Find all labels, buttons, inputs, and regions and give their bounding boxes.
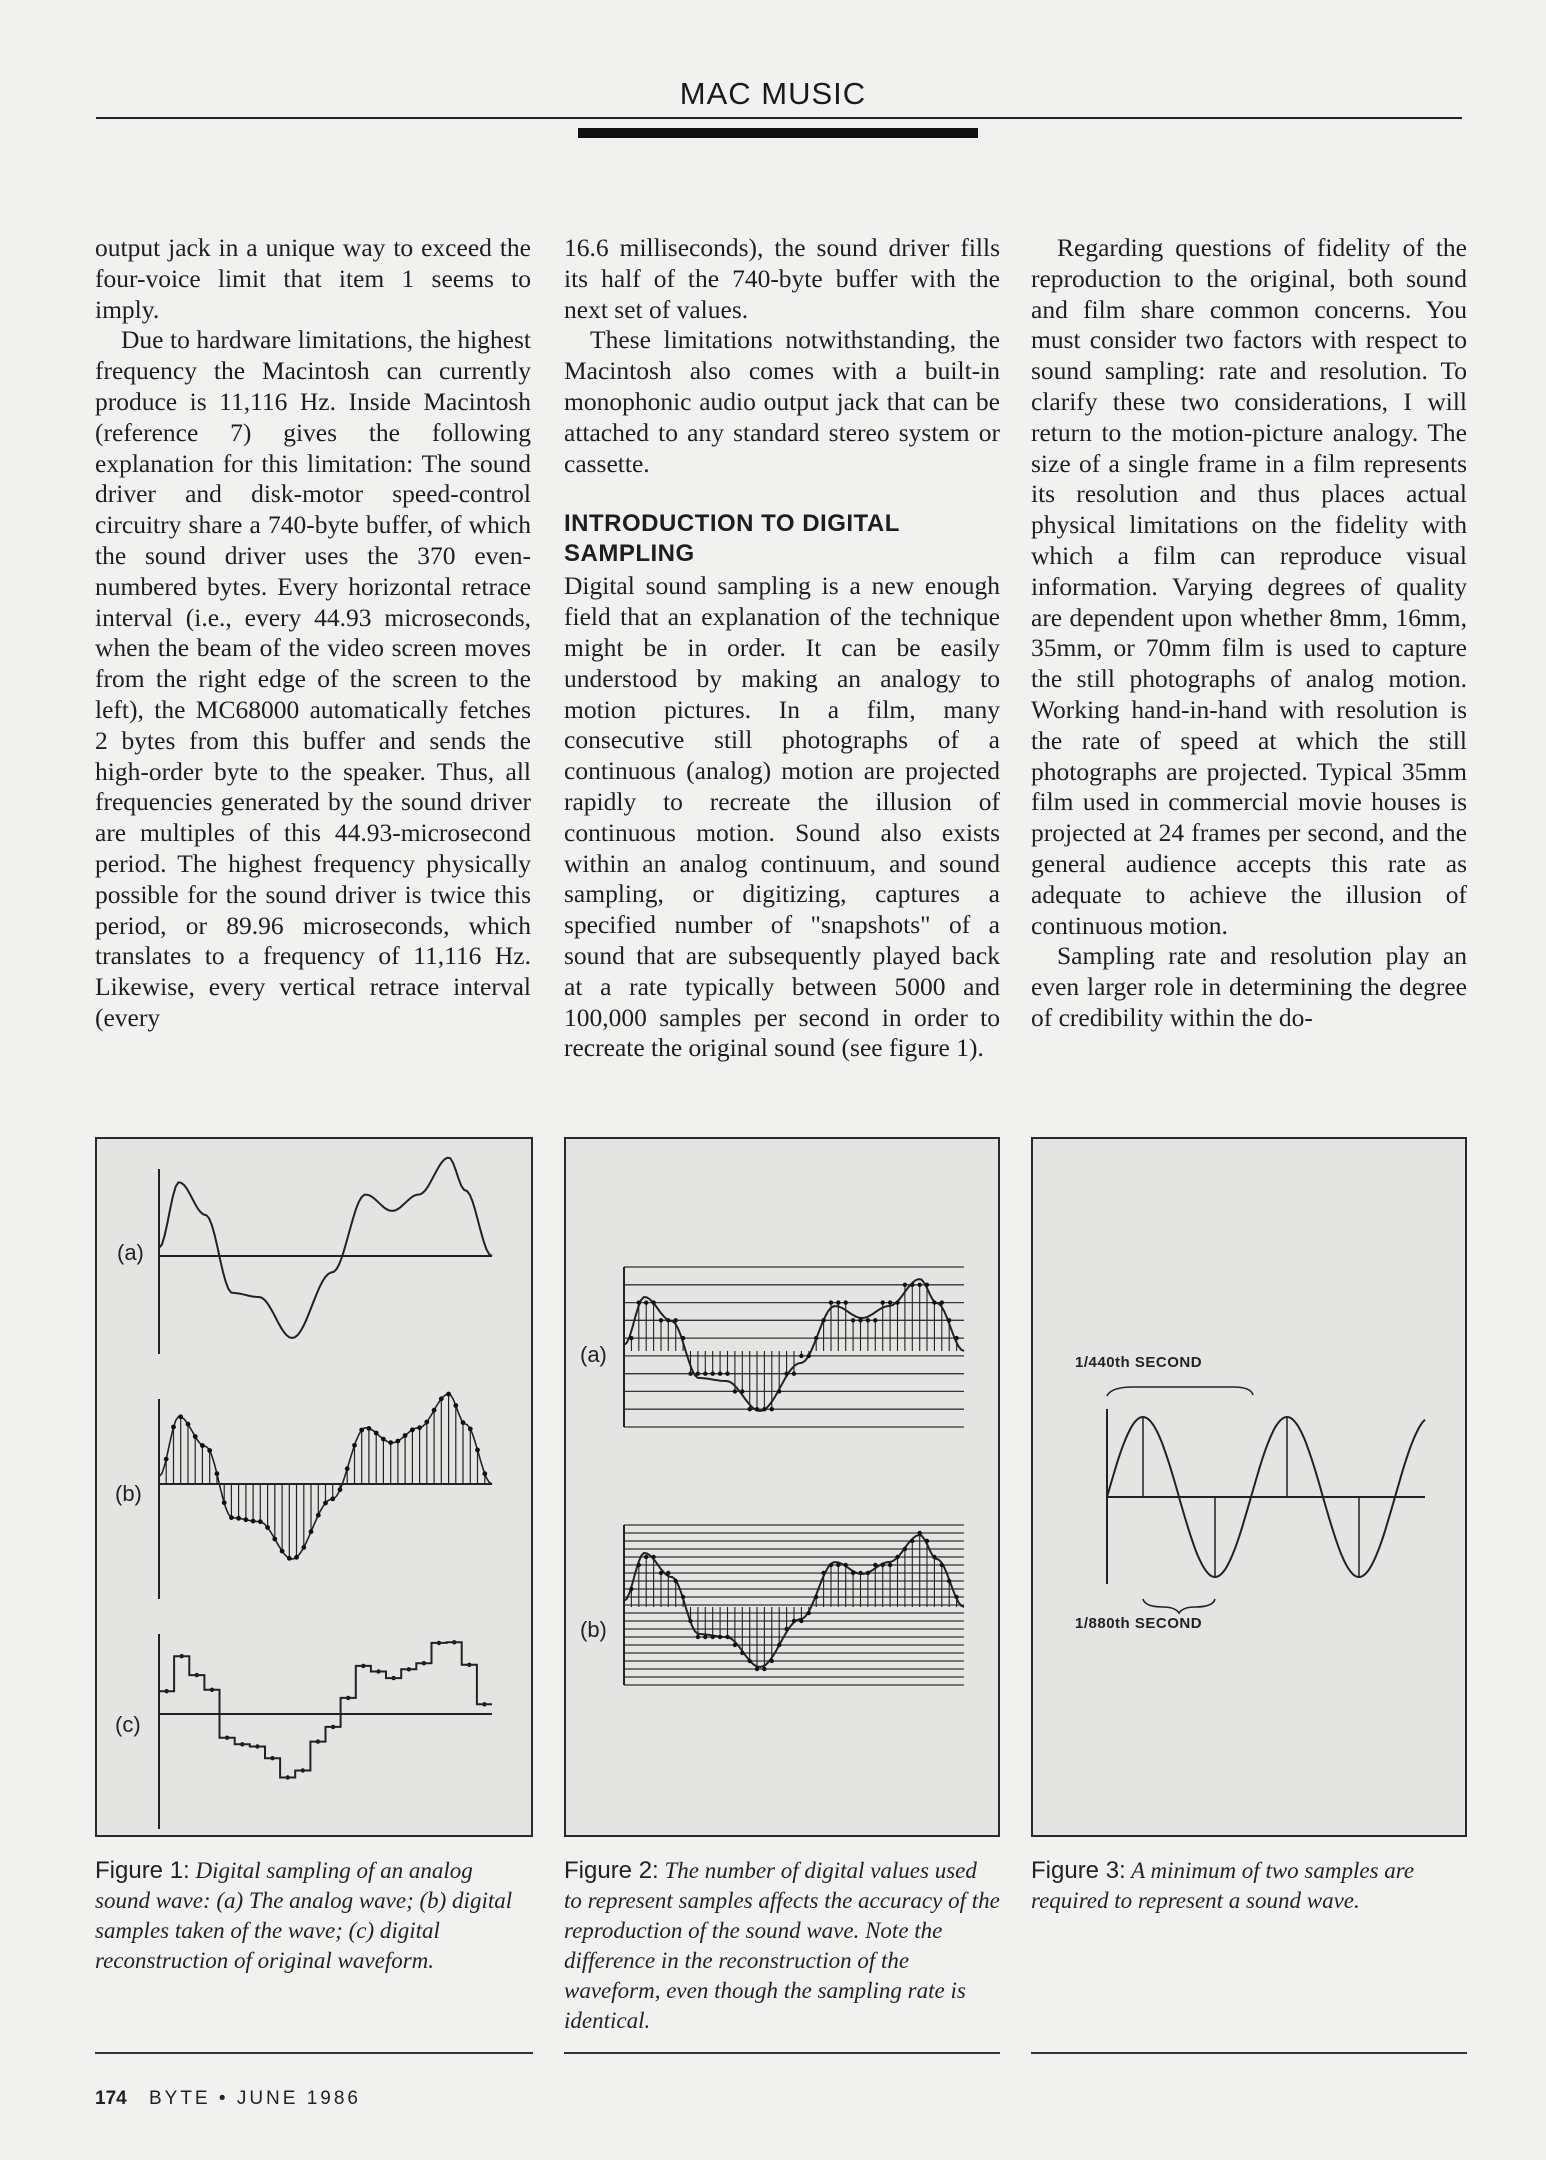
sample-dot — [792, 1619, 796, 1623]
sample-dot — [651, 1555, 655, 1559]
sample-dot — [432, 1408, 437, 1413]
sample-dot — [799, 1354, 803, 1358]
fig1-label-a: (a) — [117, 1240, 144, 1265]
sample-dot — [294, 1555, 299, 1560]
sample-dot — [947, 1579, 951, 1583]
sample-dot — [629, 1587, 633, 1591]
sample-dot — [940, 1300, 944, 1304]
sample-dot — [417, 1425, 422, 1430]
sample-dot — [287, 1556, 292, 1561]
sample-dot — [903, 1283, 907, 1287]
sample-dot — [733, 1389, 737, 1393]
sample-dot — [688, 1619, 692, 1623]
sample-dot — [330, 1497, 335, 1502]
sample-dot — [222, 1500, 227, 1505]
fig2-label-a: (a) — [580, 1342, 607, 1367]
sample-dot — [164, 1457, 169, 1462]
sample-dot — [792, 1372, 796, 1376]
sample-dot — [954, 1595, 958, 1599]
fig3-top-label: 1/440th SECOND — [1075, 1354, 1203, 1371]
sample-dot — [910, 1283, 914, 1287]
period-bracket-top — [1107, 1387, 1253, 1396]
figure-3-caption — [1031, 1856, 1467, 1916]
sample-dot — [748, 1659, 752, 1663]
sample-dot — [866, 1571, 870, 1575]
sample-dot — [858, 1318, 862, 1322]
publication-line: BYTE • JUNE 1986 — [148, 2088, 361, 2109]
sample-dot — [932, 1555, 936, 1559]
fig3-bottom-label: 1/880th SECOND — [1075, 1615, 1203, 1632]
sample-dot — [925, 1283, 929, 1287]
sample-dot — [229, 1515, 234, 1520]
figure-2-caption — [564, 1856, 1000, 2036]
sample-dot — [468, 1427, 473, 1432]
sample-dot — [651, 1300, 655, 1304]
sample-dot — [629, 1336, 633, 1340]
sample-dot — [784, 1627, 788, 1631]
sample-dot — [446, 1392, 451, 1397]
sample-dot — [251, 1519, 256, 1524]
sample-dot — [807, 1354, 811, 1358]
sample-dot — [918, 1283, 922, 1287]
sample-dot — [666, 1318, 670, 1322]
sample-dot — [814, 1595, 818, 1599]
caption-label: Figure 1: — [95, 1857, 190, 1884]
sample-dot — [755, 1407, 759, 1411]
text-column-3 — [1031, 233, 1467, 1034]
header-rule — [96, 117, 1462, 119]
sample-dot — [659, 1318, 663, 1322]
caption-text: The number of digital values used to represent samples affects the accuracy of the reproduction of the sound wave. Note the difference in the reconstruction of the waveform, even though the sampling rate is identical. — [564, 1858, 1000, 2033]
sample-dot — [374, 1431, 379, 1436]
page-footer — [95, 2088, 361, 2110]
sample-dot — [309, 1529, 314, 1534]
sample-dot — [200, 1443, 205, 1448]
text-column-2 — [564, 233, 1000, 1064]
sample-dot — [903, 1547, 907, 1551]
sample-dot — [851, 1571, 855, 1575]
text-column-1 — [95, 233, 531, 1034]
sample-dot — [718, 1635, 722, 1639]
sample-dot — [711, 1635, 715, 1639]
caption-text: A minimum of two samples are required to represent a sound wave. — [1031, 1858, 1415, 1913]
sample-dot — [367, 1426, 372, 1431]
sample-dot — [186, 1422, 191, 1427]
footer-rule-3 — [1031, 2052, 1467, 2054]
sample-dot — [681, 1595, 685, 1599]
sample-dot — [193, 1434, 198, 1439]
sample-dot — [265, 1525, 270, 1530]
analog-curve — [624, 1535, 964, 1667]
sample-dot — [688, 1372, 692, 1376]
sample-dot — [895, 1555, 899, 1559]
sample-dot — [770, 1659, 774, 1663]
sample-dot — [410, 1427, 415, 1432]
reconstructed-wave — [159, 1634, 492, 1829]
sample-dot — [858, 1571, 862, 1575]
figure-3 — [1031, 1137, 1467, 1837]
caption-label: Figure 3: — [1031, 1857, 1126, 1884]
sample-dot — [844, 1563, 848, 1567]
sample-dot — [725, 1635, 729, 1639]
sample-dot — [178, 1414, 183, 1419]
sample-dot — [932, 1300, 936, 1304]
section-heading: INTRODUCTION TO DIGITAL SAMPLING — [564, 510, 900, 568]
sample-dot — [777, 1389, 781, 1393]
sample-dot — [244, 1517, 249, 1522]
sample-dot — [844, 1300, 848, 1304]
sample-dot — [814, 1336, 818, 1340]
sample-dot — [873, 1318, 877, 1322]
sample-dot — [910, 1539, 914, 1543]
sample-dot — [396, 1439, 401, 1444]
caption-text: Digital sampling of an analog sound wave: (a) The analog wave; (b) digital samples taken of the wave; (c) digital reconstruction of original waveform. — [95, 1858, 513, 1973]
sample-dot — [777, 1643, 781, 1647]
sample-dot — [482, 1471, 487, 1476]
sample-dot — [888, 1563, 892, 1567]
sample-dot — [666, 1571, 670, 1575]
sample-dot — [674, 1579, 678, 1583]
figure-2 — [564, 1137, 1000, 1837]
sample-dot — [352, 1443, 357, 1448]
sample-dot — [829, 1300, 833, 1304]
sample-dot — [918, 1531, 922, 1535]
sample-dot — [388, 1440, 393, 1445]
sample-dot — [784, 1372, 788, 1376]
sample-dot — [762, 1407, 766, 1411]
sampled-wave — [159, 1392, 492, 1599]
sample-dot — [637, 1300, 641, 1304]
sample-dot — [851, 1318, 855, 1322]
sample-dot — [272, 1537, 277, 1542]
sample-dot — [873, 1563, 877, 1567]
sample-dot — [323, 1501, 328, 1506]
paragraph: Sampling rate and resolution play an even larger role in determining the degree of credibility within the do- — [1031, 941, 1467, 1032]
sample-dot — [821, 1318, 825, 1322]
sample-dot — [703, 1372, 707, 1376]
sample-dot — [236, 1516, 241, 1521]
sample-dot — [439, 1396, 444, 1401]
footer-rule-2 — [564, 2052, 1000, 2054]
caption-label: Figure 2: — [564, 1857, 659, 1884]
sample-dot — [637, 1563, 641, 1567]
sample-dot — [703, 1635, 707, 1639]
figure-1-caption — [95, 1856, 531, 1976]
paragraph: output jack in a unique way to exceed the four-voice limit that item 1 seems to imply. — [95, 233, 531, 324]
coarse-resolution-wave — [624, 1267, 964, 1427]
sample-dot — [345, 1466, 350, 1471]
sample-dot — [424, 1420, 429, 1425]
sample-dot — [171, 1425, 176, 1430]
sample-dot — [711, 1372, 715, 1376]
figure-3-diagram — [1033, 1139, 1465, 1835]
figure-2-diagram — [566, 1139, 998, 1835]
sample-dot — [733, 1643, 737, 1647]
sample-dot — [755, 1667, 759, 1671]
sample-dot — [674, 1318, 678, 1322]
sample-dot — [836, 1563, 840, 1567]
running-head: MAC MUSIC — [679, 76, 867, 111]
sample-dot — [740, 1651, 744, 1655]
page-number: 174 — [95, 2088, 127, 2109]
fig1-label-b: (b) — [115, 1481, 142, 1506]
sample-dot — [696, 1372, 700, 1376]
sample-dot — [316, 1513, 321, 1518]
sample-dot — [381, 1437, 386, 1442]
sample-dot — [888, 1300, 892, 1304]
paragraph: Regarding questions of fidelity of the reproduction to the original, both sound and film share common concerns. You must consider two factors with respect to sound sampling: rate and resolution. To clarify these two considerations, I will return to the motion-picture analogy. The size of a single frame in a film represents its resolution and thus places actual physical limitations on the fidelity with which a film can reproduce visual information. Varying degrees of quality are dependent upon whether 8mm, 16mm, 35mm, or 70mm film is used to capture the still photographs of analog motion. Working hand-in-hand with resolution is the rate of speed at which the still photographs are projected. Typical 35mm film used in commercial movie houses is projected at 24 frames per second, and the general audience accepts this rate as adequate to achieve the illusion of continuous motion. — [1031, 233, 1467, 940]
figure-1 — [95, 1137, 533, 1837]
paragraph: 16.6 milliseconds), the sound driver fills its half of the 740-byte buffer with the next set of values. — [564, 233, 1000, 324]
sample-dot — [461, 1420, 466, 1425]
staircase-curve — [159, 1642, 492, 1777]
fig1-label-c: (c) — [115, 1712, 141, 1737]
paragraph: Due to hardware limitations, the highest frequency the Macintosh can currently produce is 11,116 Hz. Inside Macintosh (reference 7) gives the following explanation for this limitation: The sound driver and disk-motor speed-control circuitry share a 740-byte buffer, of which the sound driver uses the 370 even-numbered bytes. Every horizontal retrace interval (i.e., every 44.93 microseconds, when the beam of the video screen moves from the right edge of the screen to the left), the MC68000 automatically fetches 2 bytes from this buffer and sends the high-order byte to the speaker. Thus, all frequencies generated by the sound driver are multiples of this 44.93-microsecond period. The highest frequency physically possible for the sound driver is twice this period, or 89.96 microseconds, which translates to a frequency of 11,116 Hz. Likewise, every vertical retrace interval (every — [95, 325, 531, 1032]
sample-dot — [770, 1407, 774, 1411]
sampled-curve — [159, 1394, 492, 1559]
sample-dot — [954, 1336, 958, 1340]
sample-dot — [696, 1635, 700, 1639]
sample-dot — [740, 1389, 744, 1393]
analog-wave — [159, 1158, 492, 1354]
sample-dot — [762, 1667, 766, 1671]
sample-dot — [338, 1487, 343, 1492]
footer-rule-1 — [95, 2052, 533, 2054]
sample-dot — [895, 1300, 899, 1304]
sample-dot — [644, 1300, 648, 1304]
sample-dot — [359, 1428, 364, 1433]
sample-dot — [644, 1555, 648, 1559]
sample-dot — [301, 1545, 306, 1550]
two-sample-wave — [1107, 1387, 1425, 1613]
paragraph: Digital sound sampling is a new enough field that an explanation of the technique might be in order. It can be easily understood by making an analogy to motion pictures. In a film, many consecutive still photographs of a continuous (analog) motion are projected rapidly to recreate the illusion of continuous motion. Sound also exists within an analog continuum, and sound sampling, or digitizing, captures a specified number of "snapshots" of a sound that are subsequently played back at a rate typically between 5000 and 100,000 samples per second in order to recreate the original sound (see figure 1). — [564, 571, 1000, 1063]
sample-dot — [881, 1563, 885, 1567]
sample-dot — [659, 1571, 663, 1575]
sample-dot — [748, 1407, 752, 1411]
sample-dot — [681, 1336, 685, 1340]
sample-dot — [947, 1318, 951, 1322]
sample-dot — [866, 1318, 870, 1322]
sample-dot — [836, 1300, 840, 1304]
sample-dot — [725, 1372, 729, 1376]
header-bar — [578, 128, 978, 138]
sample-dot — [280, 1549, 285, 1554]
sample-dot — [821, 1571, 825, 1575]
sample-dot — [453, 1403, 458, 1408]
sample-dot — [475, 1448, 480, 1453]
sample-dot — [829, 1563, 833, 1567]
sample-dot — [258, 1519, 263, 1524]
sample-dot — [925, 1539, 929, 1543]
analog-curve — [159, 1158, 492, 1338]
fine-resolution-wave — [624, 1525, 964, 1685]
sample-dot — [799, 1619, 803, 1623]
sample-dot — [718, 1372, 722, 1376]
fig2-label-b: (b) — [580, 1617, 607, 1642]
sample-dot — [940, 1563, 944, 1567]
figure-1-diagram — [97, 1139, 531, 1835]
sample-dot — [807, 1611, 811, 1615]
sample-dot — [215, 1471, 220, 1476]
sample-dot — [881, 1300, 885, 1304]
sample-dot — [403, 1433, 408, 1438]
paragraph: These limitations notwithstanding, the Macintosh also comes with a built-in monophonic audio output jack that can be attached to any standard stereo system or cassette. — [564, 325, 1000, 478]
sample-dot — [207, 1448, 212, 1453]
period-bracket-bottom — [1143, 1599, 1215, 1613]
